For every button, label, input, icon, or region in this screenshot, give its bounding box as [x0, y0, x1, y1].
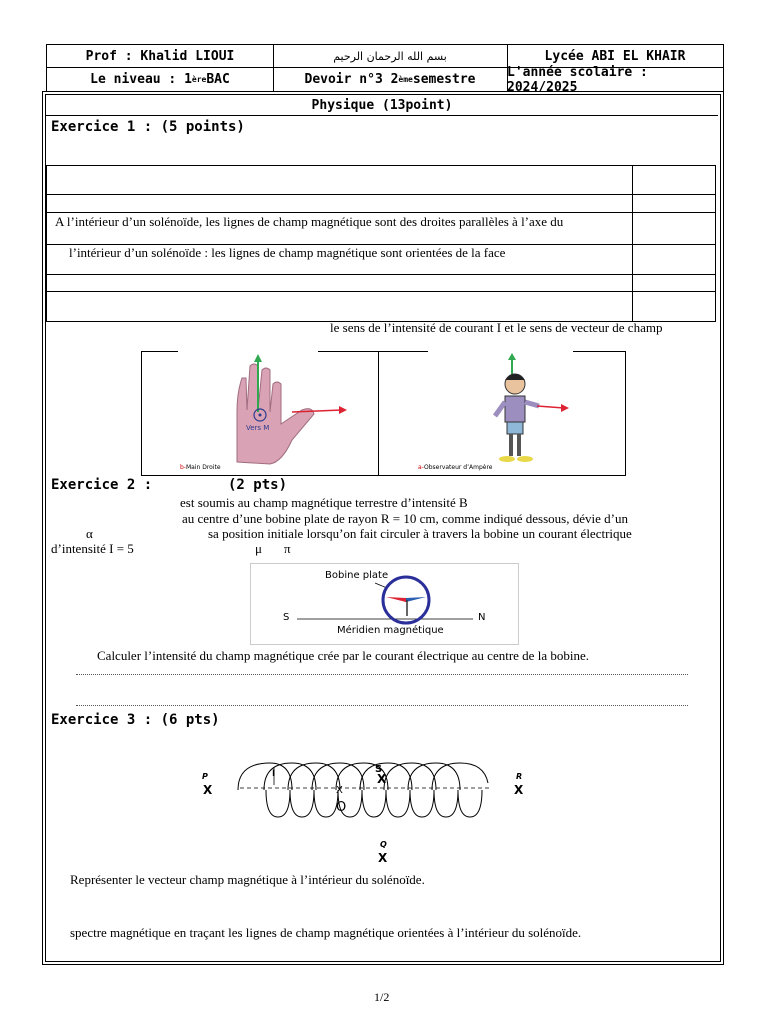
label-o: O	[336, 800, 347, 815]
ex3-question-2: spectre magnétique en traçant les lignes de champ magnétique orientées à l’intérieur du solénoïde.	[70, 925, 582, 940]
ex3-question-1: Représenter le vecteur champ magnétique à l’intérieur du solénoïde.	[70, 872, 425, 887]
ex2-line-3: sa position initiale lorsqu’on fait circuler à travers la bobine un courant électrique	[208, 526, 632, 541]
exercise-2-title: Exercice 2 :	[51, 477, 153, 493]
mark-x-p: X	[203, 783, 213, 797]
school-name: Lycée ABI EL KHAIR	[544, 48, 686, 64]
solenoid-diagram	[230, 755, 500, 825]
mu-symbol: μ	[255, 541, 262, 556]
page-number: 1/2	[374, 990, 390, 1004]
right-hand-illustration	[142, 352, 378, 475]
teacher-name: Prof : Khalid LIOUI	[85, 48, 235, 64]
level: Le niveau : 1 ère BAC	[90, 72, 230, 87]
mark-x-o: X	[336, 785, 343, 796]
ex2-question: Calculer l’intensité du champ magnétique crée par le courant électrique au centre de la bobine.	[97, 648, 589, 663]
ex2-line-1: est soumis au champ magnétique terrestre d’intensité B	[180, 495, 468, 510]
mark-x-q: X	[378, 851, 388, 865]
exercise-1-title: Exercice 1 : (5 points)	[51, 119, 245, 135]
ex2-line-2: au centre d’une bobine plate de rayon R = 10 cm, comme indiqué dessous, dévie d’un	[182, 511, 628, 526]
fig-coil-title: Bobine plate	[325, 570, 389, 581]
school-year: L'année scolaire : 2024/2025	[507, 64, 648, 95]
answer-line	[76, 705, 688, 706]
figure-flat-coil	[250, 563, 519, 645]
mark-x-r: X	[514, 783, 524, 797]
fig-meridian: Méridien magnétique	[337, 625, 444, 636]
ex2-line-4: d’intensité I = 5	[51, 541, 134, 556]
hand-label: Vers M	[246, 424, 270, 432]
exercise-1-table	[46, 165, 716, 322]
label-s: S	[375, 764, 383, 775]
header-table	[46, 44, 724, 95]
section-title: Physique (13point)	[46, 95, 718, 116]
figure-hand-rules	[141, 351, 626, 476]
fig-south: S	[283, 612, 290, 623]
label-q: Q	[380, 840, 387, 849]
basmala: بسم الله الرحمان الرحيم	[333, 49, 447, 63]
alpha-symbol: α	[86, 526, 93, 541]
pi-symbol: π	[284, 541, 291, 556]
exercise-3-title: Exercice 3 : (6 pts)	[51, 712, 220, 728]
ex1-statement: le sens de l’intensité de courant I et le sens de vecteur de champ	[330, 320, 663, 335]
ampere-observer-illustration	[379, 352, 625, 475]
caption-ampere-observer: a-Observateur d’Ampère	[418, 464, 493, 471]
coil-diagram	[251, 564, 518, 644]
mark-x-s: X	[377, 772, 387, 786]
label-r: R	[516, 772, 523, 781]
devoir-title: Devoir n°3 2 ème semestre	[304, 72, 476, 87]
table-row-text: A l’intérieur d’un solénoïde, les lignes de champ magnétique sont des droites parallèles à l’axe du	[55, 214, 564, 229]
label-current: I	[272, 769, 276, 779]
label-p: P	[202, 772, 208, 781]
table-row-text: l’intérieur d’un solénoïde : les lignes de champ magnétique sont orientées de la face	[69, 245, 506, 260]
fig-north: N	[478, 612, 486, 623]
caption-right-hand: b-Main Droite	[180, 464, 221, 471]
exercise-2-points: (2 pts)	[228, 477, 288, 493]
answer-line	[76, 674, 688, 675]
